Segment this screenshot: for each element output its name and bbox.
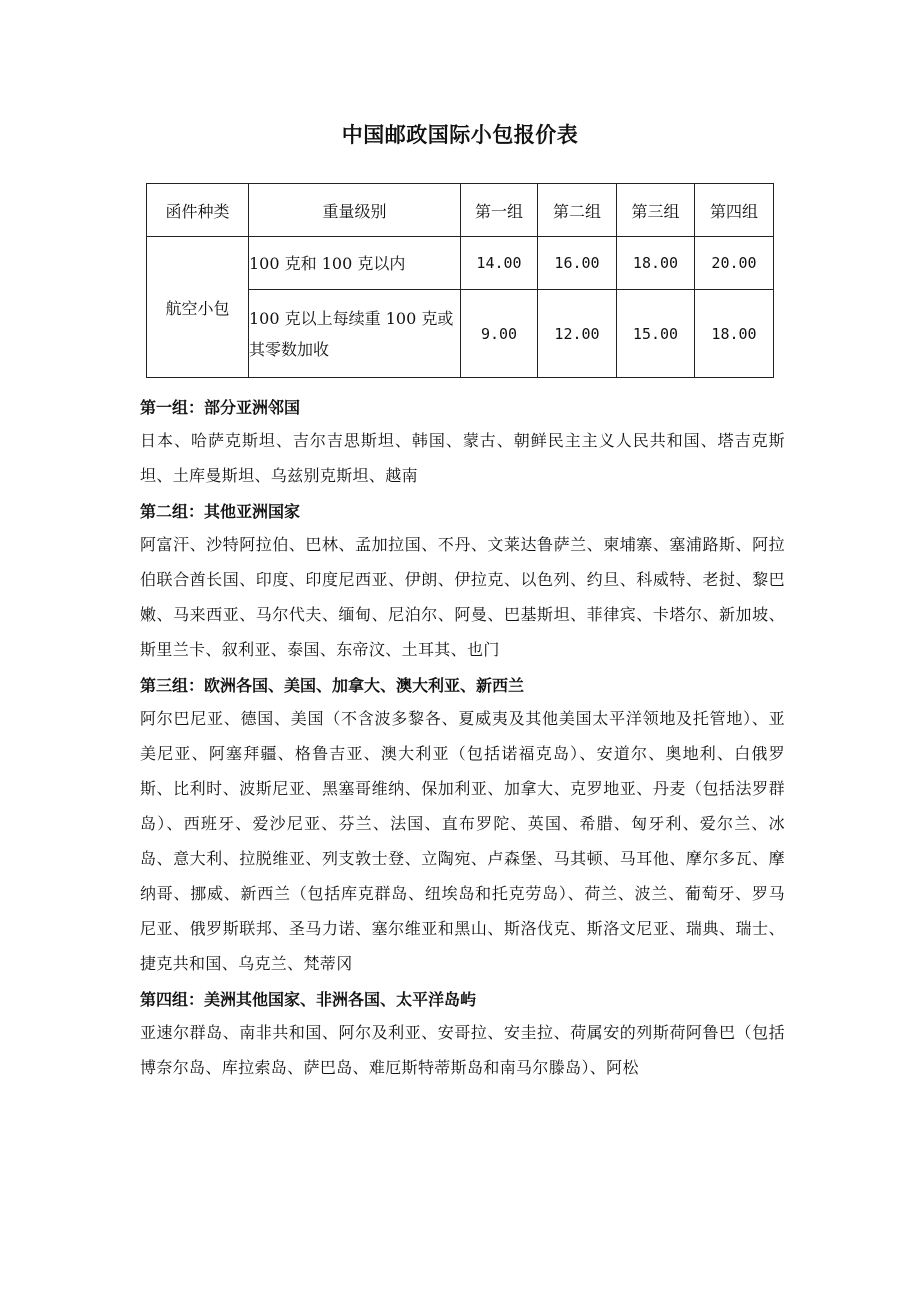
page-title: 中国邮政国际小包报价表 [341,123,579,147]
group-country-list: 日本、哈萨克斯坦、吉尔吉思斯坦、韩国、蒙古、朝鲜民主主义人民共和国、塔吉克斯坦、土库曼斯坦、乌兹别克斯坦、越南 [140,431,785,485]
group-heading: 第二组：其他亚洲国家 [140,502,301,521]
header-group-1: 第一组 [461,184,538,237]
price-cell: 20.00 [695,237,774,290]
price-cell: 16.00 [538,237,617,290]
price-cell: 18.00 [695,290,774,378]
price-cell: 12.00 [538,290,617,378]
group-list [140,393,785,1089]
header-group-4: 第四组 [695,184,774,237]
weight-cell: 100 克以上每续重 100 克或其零数加收 [249,290,461,378]
group-country-list: 阿富汗、沙特阿拉伯、巴林、孟加拉国、不丹、文莱达鲁萨兰、柬埔寨、塞浦路斯、阿拉伯联合酋长国、印度、印度尼西亚、伊朗、伊拉克、以色列、约旦、科威特、老挝、黎巴嫩、马来西亚、马尔代夫、缅甸、尼泊尔、阿曼、巴基斯坦、菲律宾、卡塔尔、新加坡、斯里兰卡、叙利亚、泰国、东帝汶、土耳其、也门 [140,535,785,659]
group-country-list: 阿尔巴尼亚、德国、美国（不含波多黎各、夏威夷及其他美国太平洋领地及托管地）、亚美尼亚、阿塞拜疆、格鲁吉亚、澳大利亚（包括诺福克岛）、安道尔、奥地利、白俄罗斯、比利时、波斯尼亚、黑塞哥维纳、保加利亚、加拿大、克罗地亚、丹麦（包括法罗群岛）、西班牙、爱沙尼亚、芬兰、法国、直布罗陀、英国、希腊、匈牙利、爱尔兰、冰岛、意大利、拉脱维亚、列支敦士登、立陶宛、卢森堡、马其顿、马耳他、摩尔多瓦、摩纳哥、挪威、新西兰（包括库克群岛、纽埃岛和托克劳岛）、荷兰、波兰、葡萄牙、罗马尼亚、俄罗斯联邦、圣马力诺、塞尔维亚和黑山、斯洛伐克、斯洛文尼亚、瑞典、瑞士、捷克共和国、乌克兰、梵蒂冈 [140,709,785,973]
group-heading: 第四组：美洲其他国家、非洲各国、太平洋岛屿 [140,990,477,1009]
price-cell: 9.00 [461,290,538,378]
price-table [146,183,774,378]
weight-cell: 100 克和 100 克以内 [249,237,461,290]
price-cell: 15.00 [617,290,695,378]
header-weight-class: 重量级别 [249,184,461,237]
category-cell: 航空小包 [147,237,249,378]
header-mail-type: 函件种类 [147,184,249,237]
group-country-list: 亚速尔群岛、南非共和国、阿尔及利亚、安哥拉、安圭拉、荷属安的列斯荷阿鲁巴（包括博奈尔岛、库拉索岛、萨巴岛、难厄斯特蒂斯岛和南马尔滕岛）、阿松 [140,1023,785,1077]
header-group-2: 第二组 [538,184,617,237]
table-row [147,237,774,290]
table-header-row [147,184,774,237]
price-cell: 14.00 [461,237,538,290]
group-section-2 [140,497,785,667]
group-heading: 第一组：部分亚洲邻国 [140,398,301,417]
price-cell: 18.00 [617,237,695,290]
header-group-3: 第三组 [617,184,695,237]
group-section-4 [140,985,785,1085]
group-section-1 [140,393,785,493]
group-section-3 [140,671,785,981]
group-heading: 第三组：欧洲各国、美国、加拿大、澳大利亚、新西兰 [140,676,525,695]
